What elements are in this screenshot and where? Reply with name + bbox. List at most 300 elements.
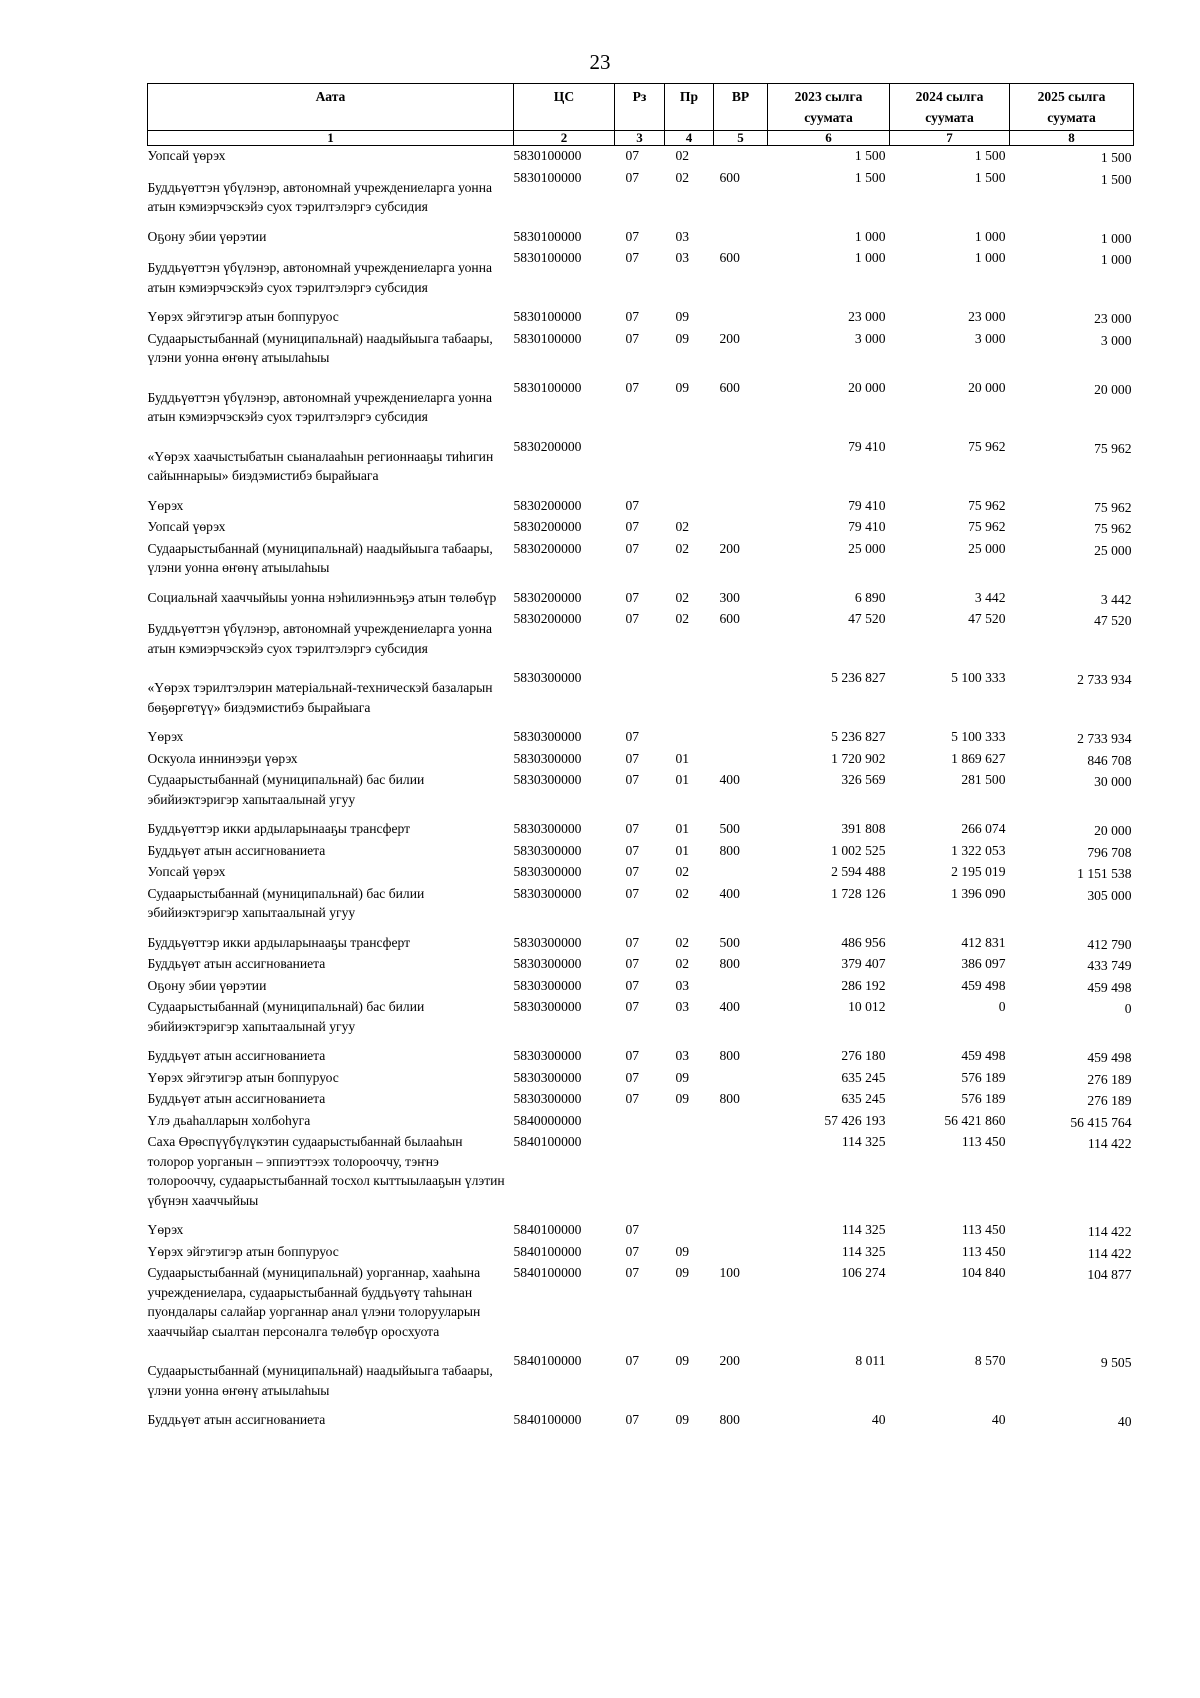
row-rz: 07 [625,934,640,950]
row-name: Үөрэх эйгэтигэр атын боппуруос [147,1069,339,1085]
column-number: 3 [615,131,665,146]
spacer-cell [148,368,1134,378]
row-pr: 02 [675,519,690,534]
row-value-2024: 5 100 333 [951,729,1006,744]
row-pr [665,1111,714,1133]
row-value-2023: 8 011 [855,1353,886,1368]
row-code: 5830100000 [513,148,582,163]
row-name: Судаарыстыбаннай (муниципальнай) бас билии эбийиэктэригэр хапытаалынай угуу [147,999,425,1034]
row-rz [615,1132,665,1210]
column-number: 1 [148,131,514,146]
row-value-2024: 2 195 019 [951,864,1006,879]
row-vr [714,976,768,998]
row-code: 5830100000 [513,250,582,265]
row-value-2023: 10 012 [848,999,886,1014]
row-value-2025: 1 000 [1100,252,1132,267]
row-name: Уопсай үөрэх [147,148,226,163]
row-value-2025: 0 [1124,1001,1132,1016]
row-name: Буддьүөт атын ассигнованиета [147,1048,326,1063]
row-value-2024: 386 097 [961,956,1006,971]
table-row [148,727,1134,749]
row-name: Социальнай хааччыйыы уонна нэһилиэнньэҕэ атын төлөбүр [147,589,497,605]
row-vr: 200 [719,540,740,556]
row-value-2024: 113 450 [961,1243,1006,1259]
row-value-2023: 57 426 193 [824,1112,886,1128]
row-value-2024: 459 498 [961,977,1006,993]
row-name: Судаарыстыбаннай (муниципальнай) наадыйыыга табаары, үлэни уонна өҥөнү атыылаһыы [147,540,493,575]
column-number: 8 [1010,131,1134,146]
row-vr [714,146,768,168]
row-value-2023: 5 236 827 [831,670,886,685]
column-number: 7 [890,131,1010,146]
row-code: 5830300000 [513,864,582,879]
row-vr: 600 [719,379,740,395]
row-rz: 07 [625,1048,640,1063]
row-name: Буддьүөт атын ассигнованиета [147,956,326,971]
row-rz: 07 [625,1222,640,1237]
row-value-2024: 3 000 [974,330,1006,346]
row-value-2023: 5 236 827 [831,729,886,744]
row-code: 5830300000 [513,934,582,950]
row-rz: 07 [625,772,640,787]
row-vr: 600 [719,611,740,626]
spacer-cell [148,217,1134,227]
row-value-2023: 326 569 [841,772,886,787]
row-rz: 07 [625,842,640,858]
row-vr: 200 [719,330,740,346]
row-value-2023: 1 500 [854,169,886,185]
row-pr: 03 [675,228,690,244]
row-spacer [148,1036,1134,1046]
table-row [148,954,1134,976]
row-name: Судаарыстыбаннай (муниципальнай) уорганнар, хааһына учреждениелара, судаарыстыбаннай буддьүөтү таһынан пуондалары салайар уорганнар анал үлэни толорууларын хааччыйар сыалтан персоналга төлөбүр оросхуота [147,1265,481,1339]
row-value-2025: 114 422 [1087,1136,1132,1151]
row-value-2024: 75 962 [968,438,1006,454]
row-spacer [148,427,1134,437]
row-value-2025: 459 498 [1087,1050,1132,1065]
row-rz: 07 [625,750,640,766]
page-number: 23 [589,50,611,74]
row-vr [714,1111,768,1133]
row-code: 5830300000 [513,821,582,836]
row-rz: 07 [625,148,640,163]
row-pr [665,727,714,749]
row-value-2025: 1 151 538 [1077,866,1132,881]
row-name: Үлэ дьаһалларын холбоһуга [147,1112,311,1128]
row-pr: 02 [675,934,690,950]
row-value-2025: 114 422 [1087,1245,1132,1261]
row-name: Судаарыстыбаннай (муниципальнай) бас билии эбийиэктэригэр хапытаалынай угуу [147,885,425,920]
row-rz [615,1111,665,1133]
table-row [148,1263,1134,1341]
row-pr: 01 [675,821,690,836]
row-value-2023: 1 002 525 [831,842,886,858]
row-value-2025: 459 498 [1087,979,1132,995]
row-value-2023: 276 180 [841,1048,886,1063]
row-spacer [148,717,1134,727]
row-code: 5840100000 [513,1353,582,1368]
row-value-2025: 2 733 934 [1077,672,1132,687]
row-pr: 01 [675,842,690,858]
spacer-cell [148,658,1134,668]
row-vr: 800 [719,956,740,971]
table-row [148,329,1134,368]
spacer-cell [148,717,1134,727]
row-value-2024: 266 074 [961,821,1006,836]
row-value-2024: 1 500 [974,169,1006,185]
row-rz: 07 [625,330,640,346]
row-vr: 300 [719,589,740,605]
spacer-cell [148,923,1134,933]
spacer-cell [148,486,1134,496]
row-rz: 07 [625,169,640,185]
row-pr: 09 [675,1243,690,1259]
row-rz: 07 [625,611,640,626]
row-value-2023: 79 410 [848,519,886,534]
row-value-2023: 391 808 [841,821,886,836]
row-vr [714,517,768,539]
row-value-2025: 305 000 [1087,887,1132,903]
row-name: Буддьүөт атын ассигнованиета [147,1412,326,1427]
row-spacer [148,486,1134,496]
column-number: 2 [514,131,615,146]
row-pr: 02 [675,864,690,879]
spacer-cell [148,1400,1134,1410]
row-rz [615,668,665,717]
row-value-2025: 433 749 [1087,958,1132,973]
row-rz: 07 [625,999,640,1014]
row-spacer [148,1400,1134,1410]
row-value-2023: 114 325 [841,1243,886,1259]
row-pr: 03 [675,977,690,993]
row-vr: 800 [719,1091,740,1106]
row-code: 5830300000 [513,977,582,993]
spacer-cell [148,809,1134,819]
row-value-2024: 113 450 [961,1222,1006,1237]
row-value-2024: 459 498 [961,1048,1006,1063]
table-row [148,609,1134,658]
row-value-2023: 1 000 [854,228,886,244]
row-value-2025: 846 708 [1087,752,1132,768]
row-pr: 09 [675,1412,690,1427]
row-pr: 03 [675,1048,690,1063]
row-rz: 07 [625,1243,640,1259]
row-pr: 09 [675,379,690,395]
header-code: ЦС [514,84,615,131]
row-value-2025: 20 000 [1094,823,1132,838]
row-pr: 09 [675,309,690,324]
table-row [148,819,1134,841]
row-code: 5830100000 [513,169,582,185]
row-code: 5840100000 [513,1134,582,1149]
table-row [148,668,1134,717]
row-code: 5830300000 [513,729,582,744]
row-vr: 400 [719,885,740,901]
row-rz: 07 [625,497,640,513]
row-value-2023: 1 000 [854,250,886,265]
row-value-2023: 20 000 [848,379,886,395]
row-pr: 02 [675,589,690,605]
row-name: «Үөрэх хаачыстыбатын сыаналааһын регионнааҕы тиһигин сайыннарыы» биэдэмистибэ бырайыага [147,448,494,483]
row-code: 5830100000 [513,309,582,324]
row-pr: 01 [675,772,690,787]
row-value-2025: 25 000 [1094,542,1132,558]
row-value-2025: 276 189 [1087,1093,1132,1108]
row-value-2023: 286 192 [841,977,886,993]
header-2023: 2023 сылга суумата [768,84,890,131]
table-row [148,588,1134,610]
row-value-2025: 20 000 [1094,381,1132,397]
row-pr: 09 [675,1353,690,1368]
row-vr: 600 [719,169,740,185]
budget-table [147,83,1134,1432]
row-spacer [148,297,1134,307]
row-value-2025: 75 962 [1094,499,1132,515]
row-name: Үөрэх эйгэтигэр атын боппуруос [147,1243,339,1259]
row-value-2023: 40 [871,1412,886,1427]
row-vr: 100 [719,1265,740,1280]
row-value-2024: 412 831 [961,934,1006,950]
row-value-2025: 276 189 [1087,1071,1132,1087]
row-vr: 800 [719,1048,740,1063]
header-2025: 2025 сылга суумата [1010,84,1134,131]
row-value-2025: 3 442 [1100,591,1132,607]
table-row [148,1046,1134,1068]
table-row [148,749,1134,771]
table-row [148,997,1134,1036]
row-value-2024: 1 500 [974,148,1006,163]
row-code: 5840100000 [513,1243,582,1259]
table-row [148,862,1134,884]
row-vr [714,1068,768,1090]
table-row [148,1220,1134,1242]
row-pr: 03 [675,999,690,1014]
row-pr [665,496,714,518]
row-value-2025: 23 000 [1094,311,1132,326]
row-name: «Үөрэх тэрилтэлэрин матеріальнай-техническэй базаларын бөҕөргөтүү» биэдэмистибэ бырайыага [147,680,493,715]
table-row [148,1132,1134,1210]
row-value-2024: 23 000 [968,309,1006,324]
row-value-2023: 635 245 [841,1069,886,1085]
row-value-2024: 0 [998,999,1006,1014]
row-rz: 07 [625,589,640,605]
table-row [148,168,1134,217]
table-row [148,933,1134,955]
row-vr: 400 [719,999,740,1014]
row-pr [665,437,714,486]
row-value-2023: 47 520 [848,611,886,626]
row-rz: 07 [625,1353,640,1368]
spacer-cell [148,1341,1134,1351]
row-value-2024: 281 500 [961,772,1006,787]
row-vr [714,727,768,749]
row-value-2023: 1 720 902 [831,750,886,766]
row-name: Үөрэх [147,497,184,513]
row-pr [665,1132,714,1210]
row-value-2024: 8 570 [974,1353,1006,1368]
row-value-2024: 113 450 [961,1134,1006,1149]
row-value-2025: 3 000 [1100,332,1132,348]
row-spacer [148,368,1134,378]
row-name: Буддьүөттэн үбүлэнэр, автономнай учреждениеларга уонна атын кэмиэрчэскэйэ суох тэрилтэлэргэ субсидия [147,260,493,295]
table-row [148,496,1134,518]
row-value-2025: 47 520 [1094,613,1132,628]
row-vr [714,749,768,771]
row-vr: 500 [719,821,740,836]
spacer-cell [148,427,1134,437]
column-number: 5 [714,131,768,146]
row-name: Үөрэх [147,729,184,744]
row-code: 5830200000 [513,589,582,605]
table-row [148,517,1134,539]
row-value-2023: 79 410 [848,438,886,454]
table-row [148,770,1134,809]
row-rz: 07 [625,379,640,395]
row-pr: 02 [675,169,690,185]
row-value-2024: 1 322 053 [951,842,1006,858]
row-value-2024: 40 [991,1412,1006,1427]
row-value-2024: 1 000 [974,250,1006,265]
row-pr: 02 [675,540,690,556]
row-vr: 200 [719,1353,740,1368]
row-code: 5830100000 [513,330,582,346]
column-number: 4 [665,131,714,146]
row-name: Оҕону эбии үөрэтии [147,977,267,993]
row-rz: 07 [625,519,640,534]
row-name: Судаарыстыбаннай (муниципальнай) бас билии эбийиэктэригэр хапытаалынай угуу [147,772,425,807]
row-rz: 07 [625,977,640,993]
table-row [148,307,1134,329]
row-name: Буддьүөттэр икки ардыларынааҕы трансферт [147,821,411,836]
row-code: 5830100000 [513,379,582,395]
row-pr [665,668,714,717]
row-code: 5830200000 [513,497,582,513]
row-name: Буддьүөт атын ассигнованиета [147,842,326,858]
row-vr [714,1220,768,1242]
row-name: Буддьүөттэн үбүлэнэр, автономнай учреждениеларга уонна атын кэмиэрчэскэйэ суох тэрилтэлэргэ субсидия [147,621,493,656]
row-name: Оҕону эбии үөрэтии [147,228,267,244]
row-pr: 03 [675,250,690,265]
row-code: 5840100000 [513,1412,582,1427]
row-value-2025: 1 500 [1100,171,1132,187]
table-row [148,884,1134,923]
header-rz: Рз [615,84,665,131]
row-name: Судаарыстыбаннай (муниципальнай) наадыйыыга табаары, үлэни уонна өҥөнү атыылаһыы [147,330,493,365]
row-rz: 07 [625,1069,640,1085]
row-code: 5830300000 [513,999,582,1014]
row-pr: 02 [675,611,690,626]
row-vr [714,1242,768,1264]
row-name: Судаарыстыбаннай (муниципальнай) наадыйыыга табаары, үлэни уонна өҥөнү атыылаһыы [147,1363,493,1398]
table-row [148,1242,1134,1264]
row-value-2024: 1 000 [974,228,1006,244]
row-vr: 500 [719,934,740,950]
row-rz: 07 [625,228,640,244]
row-code: 5840100000 [513,1222,582,1237]
table-row [148,378,1134,427]
row-pr: 09 [675,1265,690,1280]
table-row [148,841,1134,863]
row-spacer [148,923,1134,933]
row-value-2024: 56 421 860 [944,1112,1006,1128]
row-code: 5840000000 [513,1112,582,1128]
row-rz: 07 [625,540,640,556]
spacer-cell [148,297,1134,307]
row-rz: 07 [625,1091,640,1106]
row-code: 5830300000 [513,885,582,901]
row-rz: 07 [625,1412,640,1427]
row-spacer [148,1341,1134,1351]
row-pr: 09 [675,330,690,346]
row-value-2025: 30 000 [1094,774,1132,789]
row-spacer [148,658,1134,668]
row-vr: 400 [719,772,740,787]
row-value-2025: 9 505 [1100,1355,1132,1370]
row-value-2024: 104 840 [961,1265,1006,1280]
row-code: 5830200000 [513,519,582,534]
row-rz: 07 [625,729,640,744]
row-value-2023: 2 594 488 [831,864,886,879]
table-row [148,1068,1134,1090]
row-value-2024: 1 396 090 [951,885,1006,901]
row-value-2024: 3 442 [974,589,1006,605]
row-value-2025: 2 733 934 [1077,731,1132,746]
row-name: Үөрэх [147,1222,184,1237]
row-vr: 800 [719,1412,740,1427]
row-rz: 07 [625,1265,640,1280]
row-value-2024: 20 000 [968,379,1006,395]
table-row [148,976,1134,998]
row-value-2025: 40 [1117,1414,1132,1429]
row-pr: 02 [675,956,690,971]
row-spacer [148,578,1134,588]
row-code: 5830300000 [513,842,582,858]
row-name: Оскуола иннинээҕи үөрэх [147,750,298,766]
row-value-2025: 412 790 [1087,936,1132,952]
row-pr: 02 [675,885,690,901]
row-code: 5830200000 [513,540,582,556]
row-vr [714,496,768,518]
table-row [148,1351,1134,1400]
row-rz: 07 [625,250,640,265]
row-code: 5830300000 [513,1048,582,1063]
row-code: 5830300000 [513,1069,582,1085]
row-value-2024: 576 189 [961,1069,1006,1085]
row-value-2025: 75 962 [1094,521,1132,536]
row-value-2023: 79 410 [848,497,886,513]
column-number: 6 [768,131,890,146]
row-code: 5830200000 [513,611,582,626]
row-pr: 09 [675,1069,690,1085]
row-rz: 07 [625,864,640,879]
row-vr: 600 [719,250,740,265]
row-code: 5830100000 [513,228,582,244]
row-name: Буддьүөттэн үбүлэнэр, автономнай учреждениеларга уонна атын кэмиэрчэскэйэ суох тэрилтэлэргэ субсидия [147,389,493,424]
row-name: Уопсай үөрэх [147,864,226,879]
table-row [148,146,1134,168]
row-name: Үөрэх эйгэтигэр атын боппуруос [147,309,339,324]
row-spacer [148,1210,1134,1220]
row-vr: 800 [719,842,740,858]
row-name: Саха Өрөспүүбүлүкэтин судаарыстыбаннай былааһын толорор уорганын – эппиэттээх толорооччу, тэҥнэ толорооччу, судаарыстыбаннай тосхол кыттыылааҕын үлэтин үбүнэн хааччыйыы [147,1134,505,1208]
row-code: 5830300000 [513,956,582,971]
row-value-2025: 796 708 [1087,844,1132,860]
row-code: 5830300000 [513,1091,582,1106]
row-value-2024: 1 869 627 [951,750,1006,766]
row-value-2023: 106 274 [841,1265,886,1280]
row-name: Уопсай үөрэх [147,519,226,534]
row-spacer [148,809,1134,819]
